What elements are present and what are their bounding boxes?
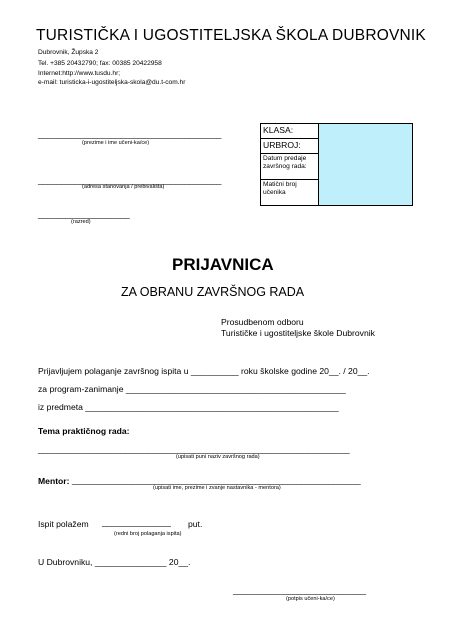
- mentor-caption: (upisati ime, prezime i zvanje nastavnika - mentora): [153, 485, 281, 491]
- address-caption: (adresa stanovanja / prebivališta): [82, 184, 165, 190]
- place-date-line[interactable]: U Dubrovniku, _______________ 20__.: [38, 557, 191, 567]
- school-website: Internet:http://www.tusdu.hr;: [38, 70, 121, 77]
- subject-line[interactable]: iz predmeta _____________________________________________________: [38, 402, 339, 412]
- topic-line[interactable]: ____________________________________________________________________: [38, 444, 350, 454]
- registry-box: [260, 123, 413, 206]
- signature-line[interactable]: _____________________________: [233, 585, 366, 595]
- signature-caption: (potpis učeni-ka/ce): [286, 596, 335, 602]
- school-address: Dubrovnik, Župska 2: [38, 49, 99, 56]
- recipient-line-2: Turističke i ugostiteljske škole Dubrovnik: [221, 328, 375, 338]
- attempt-caption: (redni broj polaganja ispita): [114, 531, 182, 537]
- name-caption: (prezime i ime učeni-ka/ce): [82, 140, 150, 146]
- form-title: PRIJAVNICA: [172, 255, 274, 274]
- exam-period-line[interactable]: Prijavljujem polaganje završnog ispita u __________ roku školske godine 20__. / 20__.: [38, 366, 370, 376]
- urbroj-label: URBROJ:: [261, 139, 319, 154]
- attempt-line[interactable]: _______________: [102, 517, 171, 527]
- attempt-label: Ispit polažem: [38, 519, 89, 529]
- topic-caption: (upisati puni naziv završnog rada): [176, 454, 260, 460]
- class-line[interactable]: ____________________: [38, 209, 130, 219]
- name-line[interactable]: ________________________________________: [38, 129, 222, 139]
- submission-date-label: Datum predaje završnog rada:: [261, 154, 319, 180]
- registry-values-field[interactable]: [319, 124, 413, 206]
- attempt-suffix: put.: [188, 519, 203, 529]
- topic-label: Tema praktičnog rada:: [38, 426, 130, 436]
- school-phone: Tel. +385 20432790; fax: 00385 20422958: [38, 60, 162, 67]
- recipient-line-1: Prosudbenom odboru: [221, 317, 304, 327]
- school-email: e-mail: turisticka-i-ugostiteljska-skola@du.t-com.hr: [38, 79, 186, 86]
- klasa-label: KLASA:: [261, 124, 319, 139]
- form-subtitle: ZA OBRANU ZAVRŠNOG RADA: [121, 285, 305, 299]
- program-line[interactable]: za program-zanimanje ______________________________________________: [38, 384, 346, 394]
- address-line[interactable]: ________________________________________: [38, 175, 222, 185]
- school-name: TURISTIČKA I UGOSTITELJSKA ŠKOLA DUBROVNIK: [36, 27, 426, 44]
- mentor-label: Mentor:: [38, 476, 70, 486]
- class-caption: (razred): [71, 219, 91, 225]
- student-id-label: Matični broj učenika: [261, 180, 319, 206]
- mentor-line[interactable]: _______________________________________________________________: [72, 475, 361, 485]
